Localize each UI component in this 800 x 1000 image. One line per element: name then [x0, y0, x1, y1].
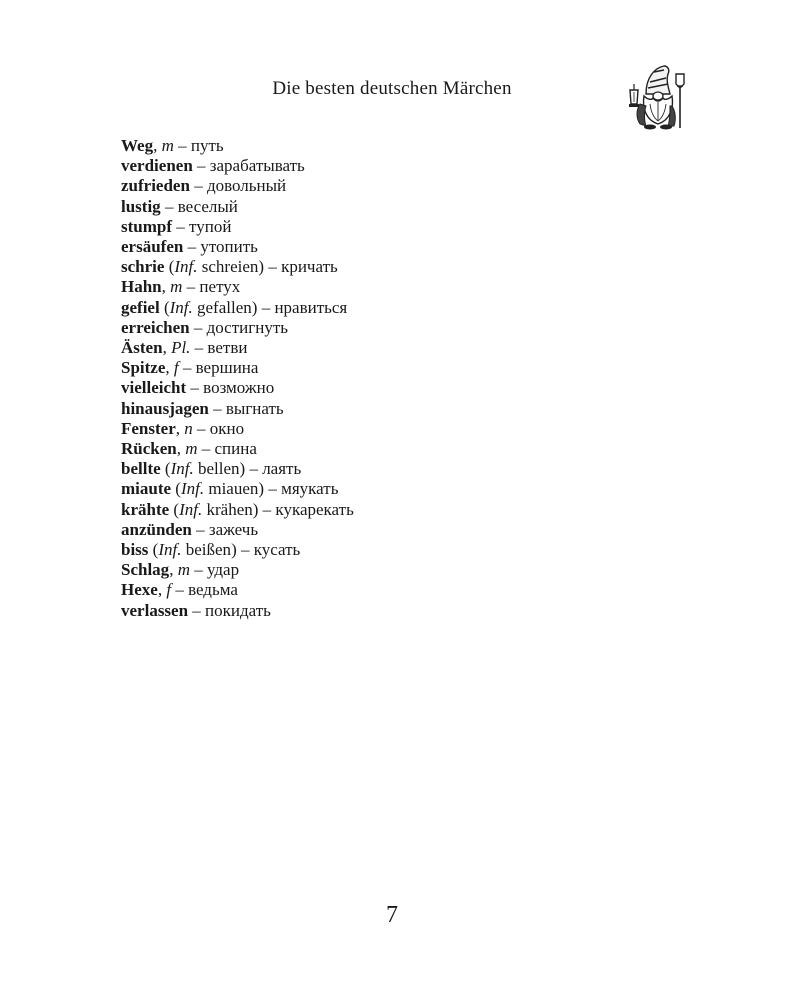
vocab-entry: Spitze, f – вершина — [121, 358, 259, 378]
vocab-gender: m — [170, 277, 183, 297]
vocab-word: Hahn — [121, 277, 162, 297]
vocab-translation: довольный — [206, 176, 287, 196]
vocab-inf-label: Inf. — [169, 297, 193, 317]
vocab-entry: krähte (Inf. krähen) – кукарекать — [121, 499, 354, 519]
vocab-translation: путь — [190, 136, 224, 155]
vocab-translation: спина — [214, 439, 257, 459]
vocab-entry: Hahn, m – петух — [121, 277, 241, 297]
vocab-inf-label: Inf. — [174, 257, 198, 277]
vocab-entry: biss (Inf. beißen) – кусать — [121, 540, 301, 560]
vocab-gender: m — [177, 560, 190, 580]
vocab-entry: verlassen – покидать — [121, 600, 271, 620]
vocab-translation: кричать — [281, 257, 338, 277]
vocab-word: anzünden — [121, 519, 192, 539]
vocab-gender: f — [173, 358, 179, 378]
vocabulary-list — [121, 136, 354, 621]
vocab-translation: ветви — [207, 338, 248, 358]
vocab-infinitive: gefallen — [197, 297, 252, 317]
page-number: 7 — [386, 902, 398, 928]
vocab-translation: утопить — [200, 237, 258, 257]
vocab-word: biss — [121, 540, 149, 560]
vocab-entry: verdienen – зарабатывать — [121, 156, 305, 176]
vocab-translation: ведьма — [188, 580, 238, 600]
vocab-inf-label: Inf. — [179, 499, 203, 519]
vocab-word: zufrieden — [121, 176, 190, 196]
vocab-translation: окно — [209, 418, 245, 438]
vocab-word: verlassen — [121, 600, 189, 620]
page-header-title: Die besten deutschen Märchen — [272, 78, 512, 99]
vocab-word: bellte — [121, 459, 161, 479]
vocab-entry: anzünden – зажечь — [121, 519, 259, 539]
vocab-entry: lustig – веселый — [121, 196, 238, 216]
vocab-entry: ersäufen – утопить — [121, 237, 258, 257]
vocab-word: Ästen — [121, 338, 163, 358]
vocab-entry: Rücken, m – спина — [121, 439, 257, 459]
vocab-translation: нравиться — [274, 297, 348, 317]
vocab-infinitive: bellen — [197, 459, 240, 479]
vocab-infinitive: schreien — [201, 257, 259, 277]
vocab-word: schrie — [121, 257, 165, 277]
vocab-word: stumpf — [121, 216, 173, 236]
vocab-translation: зажечь — [208, 519, 259, 539]
vocab-translation: вершина — [195, 358, 259, 378]
vocab-entry: Ästen, Pl. – ветви — [121, 338, 248, 358]
vocab-translation: удар — [206, 560, 240, 580]
vocab-entry: erreichen – достигнуть — [121, 317, 289, 337]
vocab-word: Weg — [121, 136, 154, 155]
vocab-gender: Pl. — [171, 338, 191, 358]
vocab-entry: hinausjagen – выгнать — [121, 398, 284, 418]
vocab-word: krähte — [121, 499, 170, 519]
vocab-word: Spitze — [121, 358, 166, 378]
vocab-translation: достигнуть — [206, 317, 289, 337]
vocab-translation: кусать — [253, 540, 301, 560]
vocab-word: erreichen — [121, 317, 190, 337]
vocab-entry: schrie (Inf. schreien) – кричать — [121, 257, 338, 277]
vocab-infinitive: krähen — [206, 499, 253, 519]
vocab-entry: stumpf – тупой — [121, 216, 232, 236]
vocab-entry: gefiel (Inf. gefallen) – нравиться — [121, 297, 348, 317]
vocab-translation: зарабатывать — [209, 156, 305, 176]
vocab-translation: возможно — [203, 378, 275, 398]
vocab-word: Schlag — [121, 560, 170, 580]
vocab-gender: m — [185, 439, 198, 459]
vocab-word: Fenster — [121, 418, 176, 438]
vocab-entry: zufrieden – довольный — [121, 176, 287, 196]
vocab-translation: покидать — [205, 600, 271, 620]
vocab-word: Rücken — [121, 439, 177, 459]
vocab-word: verdienen — [121, 156, 193, 176]
vocab-infinitive: beißen — [185, 540, 232, 560]
vocab-word: miaute — [121, 479, 172, 499]
vocab-entry: Weg, m – путь — [121, 136, 224, 155]
vocab-word: ersäufen — [121, 237, 184, 257]
vocab-word: lustig — [121, 196, 161, 216]
vocab-entry: vielleicht – возможно — [121, 378, 275, 398]
vocab-translation: выгнать — [225, 398, 284, 418]
vocab-word: hinausjagen — [121, 398, 209, 418]
vocab-translation: петух — [199, 277, 241, 297]
vocab-translation: мяукать — [281, 479, 339, 499]
vocab-translation: лаять — [262, 459, 302, 479]
gnome-with-lantern-and-shovel-icon — [624, 64, 694, 130]
vocab-translation: веселый — [177, 196, 238, 216]
vocab-translation: тупой — [189, 216, 232, 236]
vocab-word: vielleicht — [121, 378, 187, 398]
vocab-gender: m — [161, 136, 174, 155]
vocab-entry: Schlag, m – удар — [121, 560, 240, 580]
vocab-entry: bellte (Inf. bellen) – лаять — [121, 459, 302, 479]
vocab-gender: n — [184, 418, 193, 438]
vocab-inf-label: Inf. — [170, 459, 194, 479]
vocab-word: gefiel — [121, 297, 160, 317]
vocab-word: Hexe — [121, 580, 158, 600]
vocab-entry: Fenster, n – окно — [121, 418, 245, 438]
vocab-entry: Hexe, f – ведьма — [121, 580, 238, 600]
vocab-infinitive: miauen — [208, 479, 259, 499]
vocab-entry: miaute (Inf. miauen) – мяукать — [121, 479, 339, 499]
vocab-gender: f — [166, 580, 172, 600]
vocab-translation: кукарекать — [275, 499, 354, 519]
vocab-inf-label: Inf. — [180, 479, 205, 499]
vocab-inf-label: Inf. — [158, 540, 182, 560]
